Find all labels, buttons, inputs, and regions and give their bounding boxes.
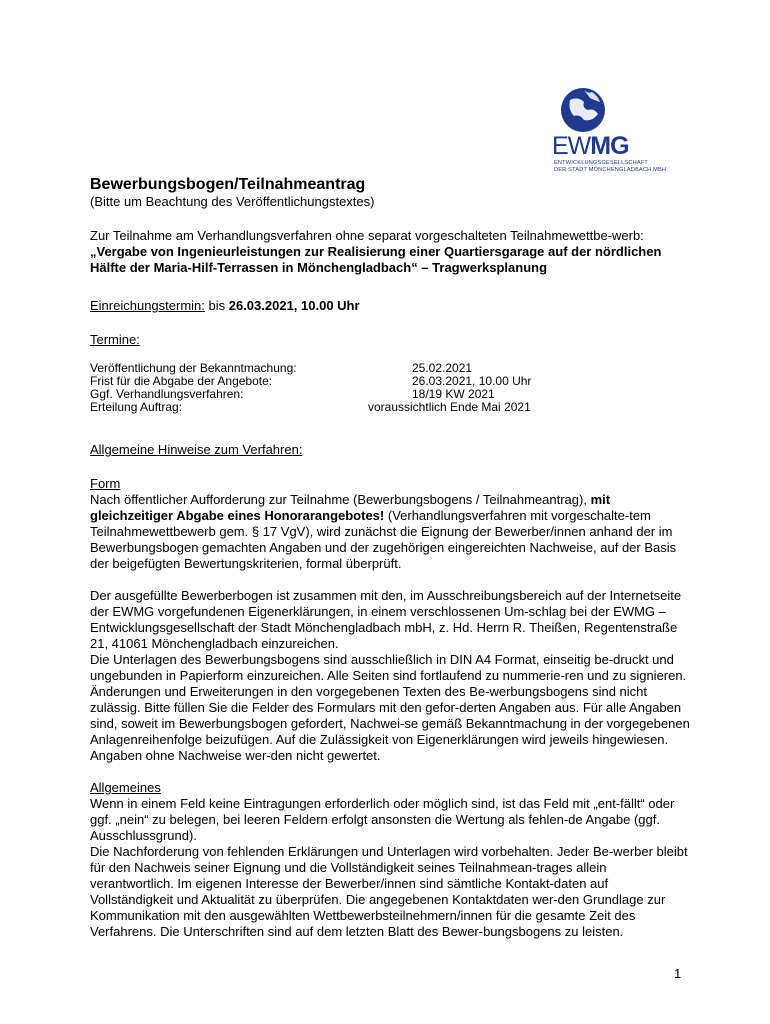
termine-table [90, 362, 690, 428]
submission-paragraph: Der ausgefüllte Bewerberbogen ist zusammen mit den, im Ausschreibungsbereich auf der Internetseite der EWMG vorgefundenen Eigenerklärungen, in einem verschlossenen Um-schlag bei der EWMG – Entwicklungsgesellschaft der Stadt Mönchengladbach mbH, z. Hd. Herrn R. Theißen, Regentenstraße 21, 41061 Mönchengladbach einzureichen. [90, 588, 682, 651]
ewmg-logo [552, 86, 682, 178]
document-body [90, 175, 690, 940]
intro-paragraph: Zur Teilnahme am Verhandlungsverfahren ohne separat vorgeschalteten Teilnahmewettbe-werb: „Vergabe von Ingenieurleistungen zur Realisierung einer Quartiersgarage auf der nördlichen Hälfte der Maria-Hilf-Terrassen in Mönchengladbach“ – Tragwerksplanung [90, 228, 662, 275]
allgemeines-paragraph-1: Wenn in einem Feld keine Eintragungen erforderlich oder möglich sind, ist das Feld mit „ent-fällt“ oder ggf. „nein“ zu belegen, bei leeren Feldern erfolgt ansonsten die Wertung als fehlen-de Angabe (ggf. Ausschlussgrund). [90, 796, 675, 843]
globe-icon [558, 86, 608, 134]
termine-heading: Termine: [90, 332, 140, 347]
deadline-line: Einreichungstermin: bis 26.03.2021, 10.00 Uhr [90, 298, 360, 313]
allgemeines-paragraph-2: Die Nachforderung von fehlenden Erklärungen und Unterlagen wird vorbehalten. Jeder Be-werber bleibt für den Nachweis seiner Eignung und die Vollständigkeit seines Teilnahmean-trages allein verantwortlich. Im eigenen Interesse der Bewerber/innen sind sämtliche Kontakt-daten auf Vollständigkeit und Aktualität zu überprüfen. Die angegebenen Kontaktdaten wer-den Grundlage zur Kommunikation mit den ausgewählten Wettbewerbsteilnehmern/innen für die gesamte Zeit des Verfahrens. Die Unterschriften sind auf dem letzten Blatt des Bewer-bungsbogens zu leisten. [90, 844, 688, 939]
form-paragraph: Nach öffentlicher Aufforderung zur Teilnahme (Bewerbungsbogens / Teilnahmeantrag), mit gleichzeitiger Abgabe eines Honorarangebotes! (Verhandlungsverfahren mit vorgeschalte-tem Teilnahmewettbewerb gem. § 17 VgV), wird zunächst die Eignung der Bewerber/innen anhand der im Bewerbungsbogen gemachten Angaben und der zugehörigen eingereichten Nachweise, auf der Basis der beigefügten Bewertungskriterien, formal überprüft. [90, 492, 677, 571]
document-subtitle: (Bitte um Beachtung des Veröffentlichungstextes) [90, 194, 375, 209]
form-heading: Form [90, 476, 121, 491]
termine-row: Erteilung Auftrag: voraussichtlich Ende Mai 2021 [90, 400, 531, 414]
logo-subtitle: ENTWICKLUNGSGESELLSCHAFT DER STADT MÖNCHENGLADBACH MBH [554, 160, 667, 173]
allgemeines-heading: Allgemeines [90, 780, 161, 795]
termine-row: Veröffentlichung der Bekanntmachung: 25.02.2021 [90, 361, 473, 375]
format-paragraph: Die Unterlagen des Bewerbungsbogens sind ausschließlich in DIN A4 Format, einseitig be-druckt und ungebunden in Papierform einzureichen. Alle Seiten sind fortlaufend zu nummerie-ren und zu signieren. Änderungen und Erweiterungen in den vorgegebenen Texten des Be-werbungsbogens sind nicht zulässig. Bitte füllen Sie die Felder des Formulars mit den gefor-derten Angaben aus. Für alle Angaben sind, soweit im Bewerbungsbogen gefordert, Nachwei-se gemäß Bekanntmachung in der vorgegebenen Anlagenreihenfolge beizufügen. Auf die Zulässigkeit von Eigenerklärungen wird jeweils hingewiesen. Angaben ohne Nachweise wer-den nicht gewertet. [90, 652, 690, 763]
termine-row: Ggf. Verhandlungsverfahren: 18/19 KW 2021 [90, 387, 495, 401]
document-title: Bewerbungsbogen/Teilnahmeantrag [90, 176, 366, 193]
page-number: 1 [674, 966, 682, 981]
general-heading: Allgemeine Hinweise zum Verfahren: [90, 442, 303, 457]
logo-wordmark: EWMG [552, 132, 629, 160]
termine-row: Frist für die Abgabe der Angebote: 26.03.2021, 10.00 Uhr [90, 374, 532, 388]
